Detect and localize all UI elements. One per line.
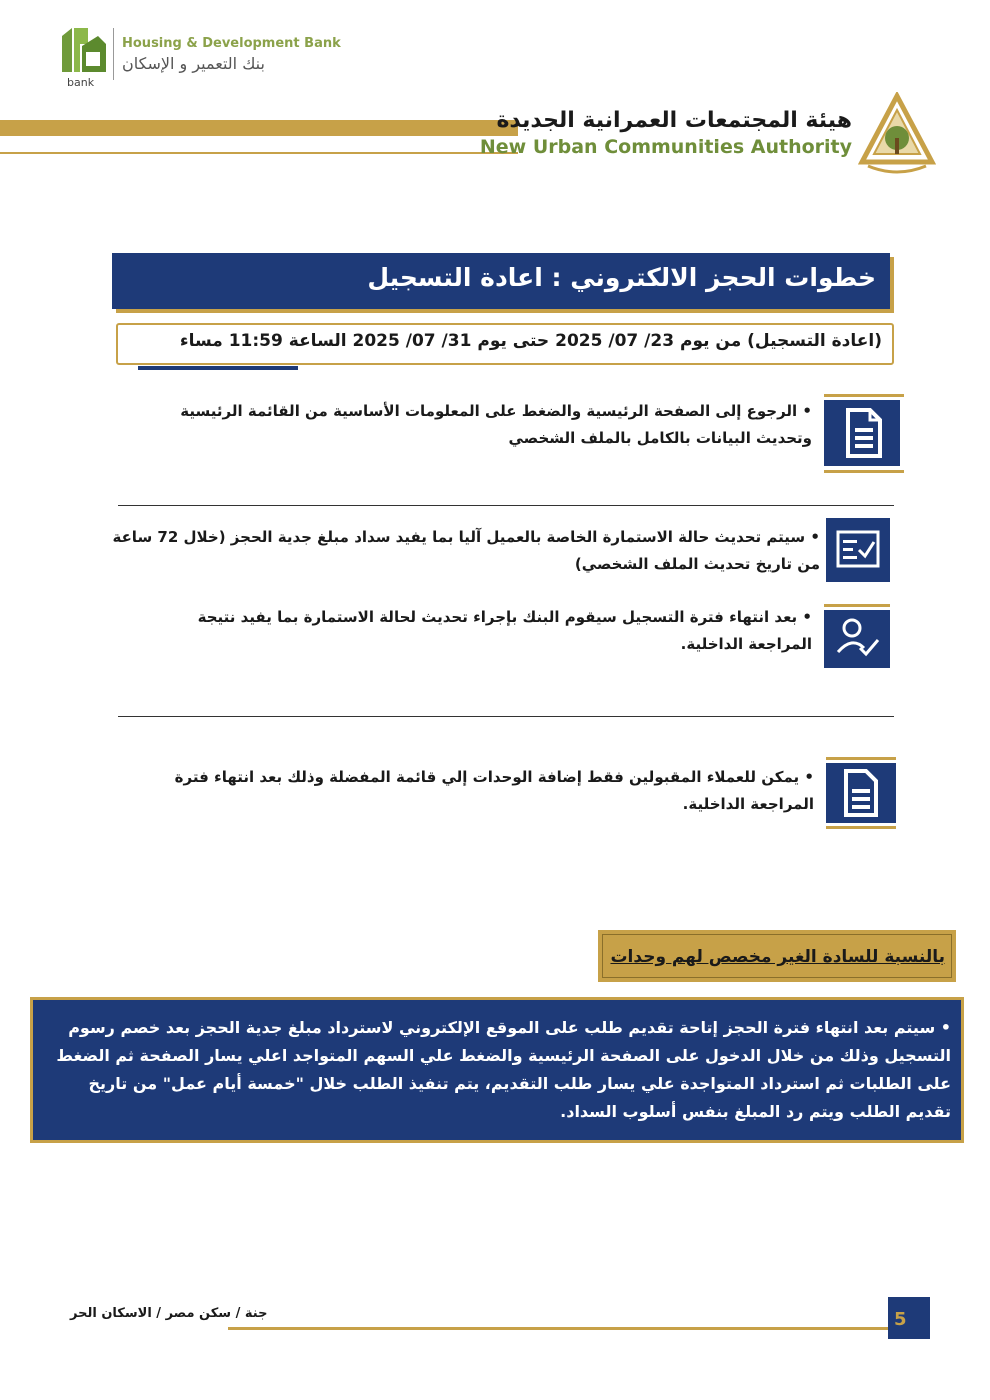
footer-breadcrumb: جنة / سكن مصر / الاسكان الحر	[70, 1306, 268, 1321]
registration-dates-box	[116, 323, 894, 365]
hdb-logo-divider	[113, 28, 114, 80]
document-icon	[822, 394, 904, 474]
refund-note	[43, 1014, 951, 1126]
step-2-label: سيتم تحديث حالة الاستمارة الخاصة بالعميل آليا بما يفيد سداد مبلغ جدية الحجز (خلال 72 ساعة من تاريخ تحديث الملف الشخصي)	[112, 528, 820, 573]
bullet-icon: •	[940, 1018, 951, 1037]
header-gold-line	[0, 152, 518, 154]
authority-name-ar: هيئة المجتمعات العمرانية الجديدة	[496, 108, 852, 133]
step-1-icon-box	[822, 394, 904, 474]
registration-dates: (اعادة التسجيل) من يوم 23/ 07/ 2025 حتى يوم 31/ 07/ 2025 الساعة 11:59 مساء	[179, 331, 882, 351]
step-4-icon-box	[826, 757, 896, 829]
document-icon	[826, 757, 896, 829]
refund-subheading-frame	[602, 934, 952, 978]
authority-name-en: New Urban Communities Authority	[479, 136, 852, 158]
hdb-logo-mark-text: bank	[67, 76, 95, 89]
bullet-icon: •	[804, 768, 814, 786]
refund-note-text: سيتم بعد انتهاء فترة الحجز إتاحة تقديم طلب على الموقع الإلكتروني لاسترداد مبلغ جدية الحجز بعد خصم رسوم التسجيل وذلك من خلال الدخول على الصفحة الرئيسية والضغط علي السهم المتواجد اعلي يسار الصفحة ثم الضغط على الطلبات ثم استرداد المتواجدة علي يسار طلب التقديم، يتم تنفيذ الطلب خلال "خمسة أيام عمل" من تاريخ تقديم الطلب ويتم رد المبلغ بنفس أسلوب السداد.	[56, 1018, 951, 1121]
section-divider	[118, 716, 894, 717]
section-divider	[118, 505, 894, 506]
checklist-icon	[826, 518, 890, 582]
user-check-icon	[824, 604, 890, 672]
bullet-icon: •	[810, 528, 820, 546]
bullet-icon: •	[802, 402, 812, 420]
dates-underline	[138, 366, 298, 370]
hdb-logo-mark-icon	[58, 22, 108, 82]
page-number-badge	[888, 1297, 930, 1339]
page-title-banner	[112, 253, 890, 309]
page-title: خطوات الحجز الالكتروني : اعادة التسجيل	[367, 263, 876, 292]
bank-name-en: Housing & Development Bank	[122, 36, 341, 51]
step-2-icon-box	[826, 518, 890, 582]
step-2-text	[100, 524, 820, 578]
page-number: 5	[894, 1309, 907, 1330]
refund-subheading: بالنسبة للسادة الغير مخصص لهم وحدات	[610, 947, 945, 967]
refund-subheading-box	[598, 930, 956, 982]
step-4-label: يمكن للعملاء المقبولين فقط إضافة الوحدات إلي قائمة المفضلة وذلك بعد انتهاء فترة المراجعة الداخلية.	[174, 768, 814, 813]
bullet-icon: •	[802, 608, 812, 626]
step-3-label: بعد انتهاء فترة التسجيل سيقوم البنك بإجراء تحديث لحالة الاستمارة بما يفيد نتيجة المراجعة الداخلية.	[197, 608, 812, 653]
step-1-label: الرجوع إلى الصفحة الرئيسية والضغط على المعلومات الأساسية من القائمة الرئيسية وتحديث البيانات بالكامل بالملف الشخصي	[180, 402, 812, 447]
nuca-emblem-icon	[858, 92, 936, 174]
header-gold-rule	[0, 120, 518, 136]
footer-gold-line	[228, 1327, 893, 1330]
hdb-logo	[58, 22, 341, 92]
step-3-text	[192, 604, 812, 658]
step-1-text	[172, 398, 812, 452]
refund-note-box	[30, 997, 964, 1143]
bank-name-ar: بنك التعمير و الإسكان	[122, 54, 265, 73]
step-3-icon-box	[824, 604, 890, 672]
step-4-text	[114, 764, 814, 818]
